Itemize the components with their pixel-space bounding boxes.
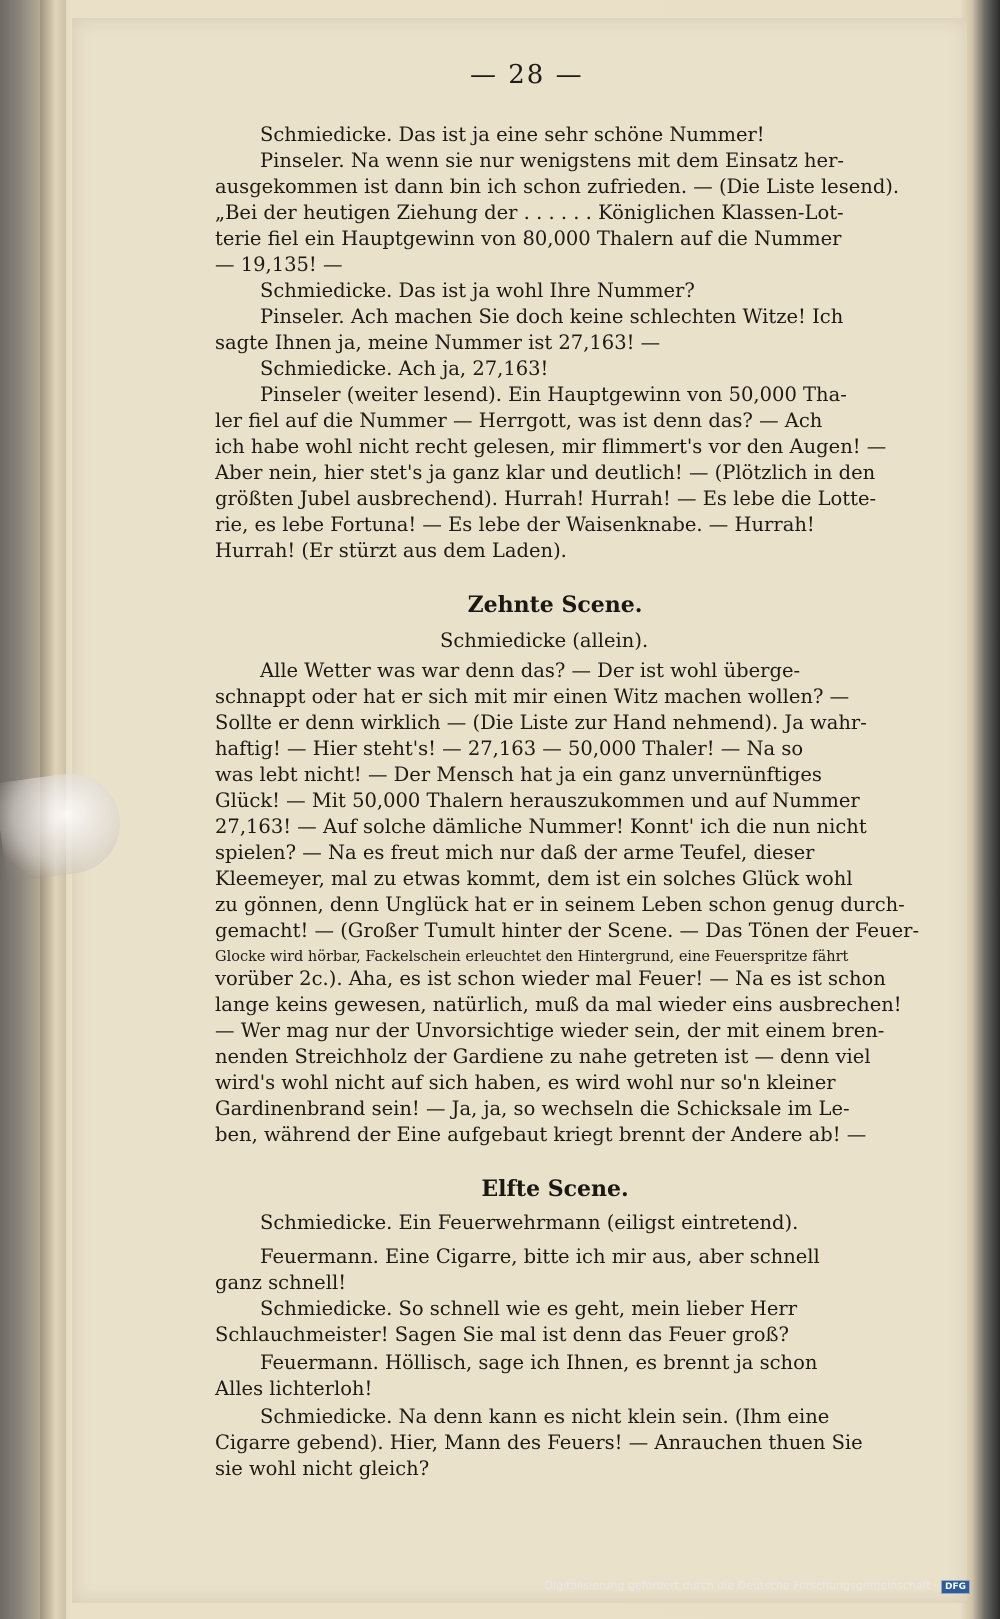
text-line: — 19,135! —: [215, 253, 343, 276]
text-line: ler fiel auf die Nummer — Herrgott, was ist denn das? — Ach: [215, 409, 823, 432]
text-line: Kleemeyer, mal zu etwas kommt, dem ist ein solches Glück wohl: [215, 867, 853, 890]
text-line: Hurrah! (Er stürzt aus dem Laden).: [215, 539, 567, 562]
text-line: ich habe wohl nicht recht gelesen, mir flimmert's vor den Augen! —: [215, 435, 887, 458]
text-line: rie, es lebe Fortuna! — Es lebe der Waisenknabe. — Hurrah!: [215, 513, 815, 536]
text-line: Sollte er denn wirklich — (Die Liste zur Hand nehmend). Ja wahr-: [215, 711, 867, 734]
scene-subheading-10: Schmiedicke (allein).: [440, 629, 649, 652]
scene-heading-10: Zehnte Scene.: [467, 592, 643, 618]
text-line: schnappt oder hat er sich mit mir einen Witz machen wollen? —: [215, 685, 850, 708]
text-line: Cigarre gebend). Hier, Mann des Feuers! — Anrauchen thuen Sie: [215, 1431, 863, 1454]
text-line: ganz schnell!: [215, 1271, 347, 1294]
text-line: terie fiel ein Hauptgewinn von 80,000 Thalern auf die Nummer: [215, 227, 842, 250]
text-line: „Bei der heutigen Ziehung der . . . . . . Königlichen Klassen-Lot-: [215, 201, 844, 224]
text-line: Aber nein, hier stet's ja ganz klar und deutlich! — (Plötzlich in den: [215, 461, 876, 484]
text-line: Schmiedicke. Ach ja, 27,163!: [260, 357, 549, 380]
text-line: Schmiedicke. Das ist ja eine sehr schöne Nummer!: [260, 123, 765, 146]
text-line: Feuermann. Höllisch, sage ich Ihnen, es brennt ja schon: [260, 1351, 818, 1374]
text-line: Schmiedicke. Ein Feuerwehrmann (eiligst eintretend).: [260, 1211, 799, 1234]
digitization-footer: [545, 1579, 970, 1594]
text-line: Glück! — Mit 50,000 Thalern herauszukommen und auf Nummer: [215, 789, 860, 812]
text-line: ben, während der Eine aufgebaut kriegt brennt der Andere ab! —: [215, 1123, 867, 1146]
text-line: 27,163! — Auf solche dämliche Nummer! Konnt' ich die nun nicht: [215, 815, 867, 838]
text-line: Alles lichterloh!: [215, 1377, 373, 1400]
text-line: Pinseler. Ach machen Sie doch keine schlechten Witze! Ich: [260, 305, 844, 328]
text-line: vorüber 2c.). Aha, es ist schon wieder mal Feuer! — Na es ist schon: [215, 967, 886, 990]
text-line: Feuermann. Eine Cigarre, bitte ich mir aus, aber schnell: [260, 1245, 820, 1268]
text-line: Glocke wird hörbar, Fackelschein erleuchtet den Hintergrund, eine Feuerspritze fährt: [215, 949, 849, 965]
text-line: — Wer mag nur der Unvorsichtige wieder sein, der mit einem bren-: [215, 1019, 885, 1042]
text-line: Gardinenbrand sein! — Ja, ja, so wechseln die Schicksale im Le-: [215, 1097, 850, 1120]
text-line: Schmiedicke. Na denn kann es nicht klein sein. (Ihm eine: [260, 1405, 830, 1428]
text-line: Schlauchmeister! Sagen Sie mal ist denn das Feuer groß?: [215, 1323, 789, 1346]
page-number: — 28 —: [470, 60, 584, 90]
text-line: gemacht! — (Großer Tumult hinter der Scene. — Das Tönen der Feuer-: [215, 919, 920, 942]
text-line: Alle Wetter was war denn das? — Der ist wohl überge-: [260, 659, 801, 682]
text-line: größten Jubel ausbrechend). Hurrah! Hurrah! — Es lebe die Lotte-: [215, 487, 877, 510]
text-line: Schmiedicke. So schnell wie es geht, mein lieber Herr: [260, 1297, 798, 1320]
text-line: was lebt nicht! — Der Mensch hat ja ein ganz unvernünftiges: [215, 763, 822, 786]
scene-heading-11: Elfte Scene.: [481, 1176, 629, 1202]
text-line: sagte Ihnen ja, meine Nummer ist 27,163! —: [215, 331, 661, 354]
text-line: nenden Streichholz der Gardiene zu nahe getreten ist — denn viel: [215, 1045, 871, 1068]
text-line: Pinseler (weiter lesend). Ein Hauptgewinn von 50,000 Tha-: [260, 383, 847, 406]
text-line: ausgekommen ist dann bin ich schon zufrieden. — (Die Liste lesend).: [215, 175, 900, 198]
dfg-logo: DFG: [941, 1580, 970, 1594]
text-line: wird's wohl nicht auf sich haben, es wird wohl nur so'n kleiner: [215, 1071, 836, 1094]
text-line: Pinseler. Na wenn sie nur wenigstens mit dem Einsatz her-: [260, 149, 844, 172]
text-line: sie wohl nicht gleich?: [215, 1457, 430, 1480]
footer-text: Digitalisierung gefördert durch die Deutsche Forschungsgemeinschaft -: [544, 1579, 938, 1592]
text-line: Schmiedicke. Das ist ja wohl Ihre Nummer?: [260, 279, 695, 302]
text-line: spielen? — Na es freut mich nur daß der arme Teufel, dieser: [215, 841, 815, 864]
text-line: zu gönnen, denn Unglück hat er in seinem Leben schon genug durch-: [215, 893, 905, 916]
text-line: lange keins gewesen, natürlich, muß da mal wieder eins ausbrechen!: [215, 993, 902, 1016]
text-line: haftig! — Hier steht's! — 27,163 — 50,000 Thaler! — Na so: [215, 737, 804, 760]
